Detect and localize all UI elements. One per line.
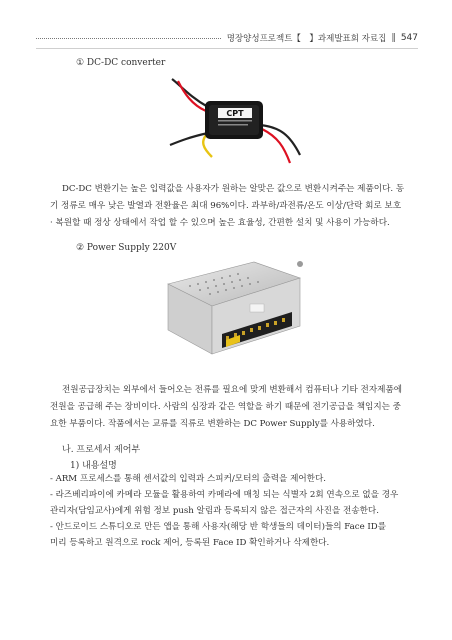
process-line-2: - 라즈베리파이에 카메라 모듈을 활용하여 카메라에 매칭 되는 식별자 2회 연속으로 없을 경우: [50, 490, 399, 500]
process-line-1: - ARM 프로세스를 통해 센서값의 입력과 스피커/모터의 출력을 제어한다.: [50, 474, 327, 484]
section-heading-power-supply: ② Power Supply 220V: [76, 243, 177, 253]
section-heading-processor: 나. 프로세서 제어부: [62, 445, 141, 455]
process-line-3: 관리자(담임교사)에게 위험 정보 push 알림과 등록되지 않은 접근자의 사진을 전송한다.: [50, 506, 379, 516]
power-supply-paragraph-line-3: 요한 부품이다. 작품에서는 교류를 직류로 변환하는 DC Power Supply를 사용하였다.: [50, 419, 375, 429]
converter-label-text: CPT: [226, 109, 244, 118]
power-supply-paragraph-line-2: 전원을 공급해 주는 장비이다. 사람의 심장과 같은 역할을 하기 때문에 전기공급을 책임지는 중: [50, 402, 401, 412]
process-line-5: 미리 등록하고 원격으로 rock 제어, 등록된 Face ID 확인하거나 삭제한다.: [50, 538, 330, 548]
header-title: 명장양성프로젝트【 】과제발표회 자료집: [226, 34, 387, 44]
dc-dc-converter-image: [150, 75, 310, 165]
dc-dc-paragraph-line-2: 기 정류로 매우 낮은 발열과 전환율은 최대 96%이다. 과부하/과전류/온도 이상/단락 회로 보호: [50, 201, 402, 211]
page-number: 547: [400, 33, 418, 43]
power-supply-image: [150, 256, 310, 366]
dc-dc-paragraph-line-1: DC-DC 변환기는 높은 입력값을 사용자가 원하는 알맞은 값으로 변환시켜주는 제품이다. 동: [62, 184, 405, 194]
dc-dc-paragraph-line-3: · 복원할 때 정상 상태에서 작업 할 수 있으며 높은 효율성, 간편한 설치 및 사용이 가능하다.: [50, 218, 390, 228]
page-header: [36, 30, 418, 46]
process-line-4: - 안드로이드 스튜디오로 만든 앱을 통해 사용자(해당 반 학생들의 데이터)들의 Face ID를: [50, 522, 386, 532]
header-dotted-leader: [36, 38, 221, 39]
subheading-content: 1) 내용설명: [70, 461, 117, 471]
power-supply-paragraph-line-1: 전원공급장치는 외부에서 들어오는 전류를 필요에 맞게 변환해서 컴퓨터나 기타 전자제품에: [62, 385, 403, 395]
header-rule: [36, 48, 418, 49]
header-separator: ‖: [391, 33, 396, 43]
section-heading-dc-dc: ① DC-DC converter: [76, 58, 166, 68]
